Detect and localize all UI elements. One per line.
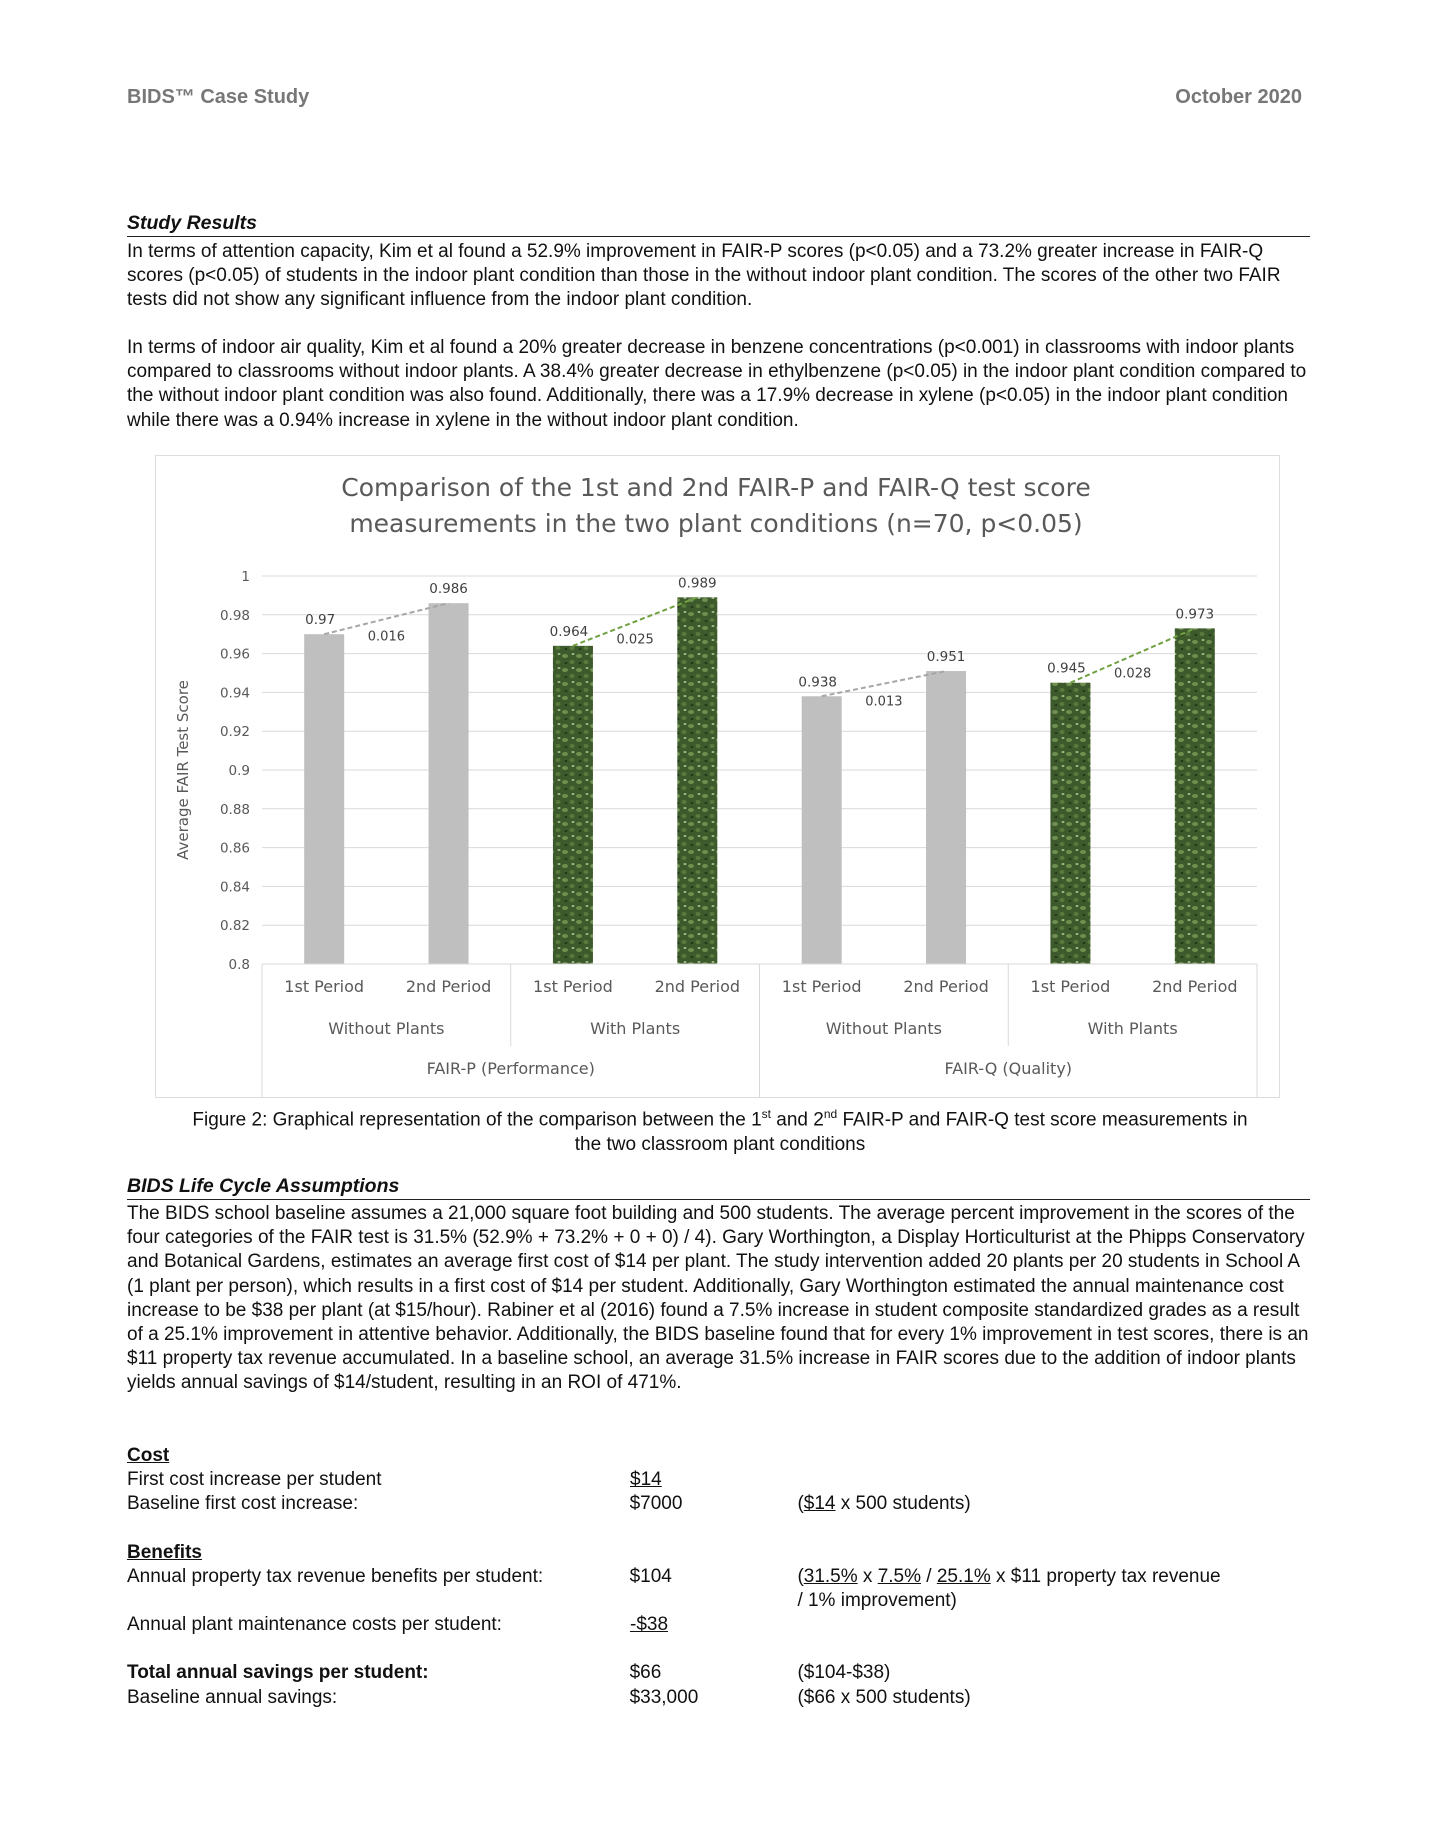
row-value: $66 (629, 1662, 662, 1684)
table-row (127, 1661, 1317, 1685)
supergroup-label: FAIR-Q (Quality) (944, 1059, 1073, 1078)
bar (1175, 628, 1215, 964)
caption-text: Figure 2: Graphical representation of the comparison between the 1 (192, 1109, 762, 1131)
row-note: ($104-$38) (797, 1662, 891, 1684)
caption-text: and 2 (771, 1109, 824, 1131)
x-tick-label: 1st Period (533, 977, 613, 996)
bar (1050, 683, 1090, 964)
difference-label: 0.016 (367, 629, 405, 645)
x-tick-label: 2nd Period (405, 977, 492, 996)
data-label: 0.973 (1175, 606, 1215, 623)
row-value: -$38 (630, 1614, 669, 1636)
row-label: Baseline first cost increase: (127, 1493, 359, 1515)
y-tick-label: 0.88 (219, 801, 250, 818)
row-label: Annual property tax revenue benefits per student: (127, 1565, 544, 1587)
row-label: Baseline annual savings: (127, 1686, 338, 1708)
caption-text: FAIR-P and FAIR-Q test score measurements in (837, 1109, 1248, 1131)
table-row (127, 1613, 1317, 1637)
data-label: 0.938 (798, 674, 838, 691)
lifecycle-paragraph: The BIDS school baseline assumes a 21,000 square foot building and 500 students. The average percent improvement in the scores of the four categories of the FAIR test is 31.5% (52.9% + 73.2% + 0 + 0) / 4). Gary Worthington, a Display Horticulturist at the Phipps Conservatory and Botanical Gardens, estimates an average first cost of $14 per plant. The study intervention added 20 plants per 20 students in School A (1 plant per person), which results in a first cost of $14 per student. Additionally, Gary Worthington estimated the annual maintenance cost increase to be $38 per plant (at $15/hour). Rabiner et al (2016) found a 7.5% increase in student composite standardized grades as a result of a 25.1% improvement in attentive behavior. Additionally, the BIDS baseline found that for every 1% improvement in test scores, there is an $11 property tax revenue accumulated. In a baseline school, an average 31.5% increase in FAIR scores due to the addition of indoor plants yields annual savings of $14/student, resulting in an ROI of 471%. (127, 1203, 1309, 1394)
table-row (127, 1468, 1317, 1492)
row-value: $104 (629, 1565, 672, 1587)
bar (304, 634, 344, 964)
x-tick-label: 2nd Period (654, 977, 741, 996)
study-results-paragraph-1: In terms of attention capacity, Kim et al found a 52.9% improvement in FAIR-P scores (p<0.05) and a 73.2% greater increase in FAIR-Q scores (p<0.05) of students in the indoor plant condition than those in the without indoor plant condition. The scores of the other two FAIR tests did not show any significant influence from the indoor plant condition. (127, 241, 1281, 311)
y-tick-label: 0.8 (228, 957, 250, 973)
chart-title: measurements in the two plant conditions (n=70, p<0.05) (349, 509, 1083, 538)
difference-label: 0.028 (1114, 666, 1152, 682)
lifecycle-heading: BIDS Life Cycle Assumptions (127, 1175, 1310, 1200)
data-label: 0.964 (549, 623, 589, 640)
y-tick-label: 0.82 (219, 918, 250, 935)
study-results-heading: Study Results (127, 212, 1310, 237)
cost-table (127, 1444, 1317, 1710)
row-label: Annual plant maintenance costs per student: (127, 1614, 502, 1636)
figure-caption (155, 1102, 1285, 1157)
row-note: (31.5% x 7.5% / 25.1% x $11 property tax revenue / 1% improvement) (797, 1565, 1221, 1612)
bar (926, 671, 966, 964)
x-tick-label: 1st Period (781, 977, 862, 996)
y-tick-label: 0.94 (219, 685, 250, 702)
difference-label: 0.013 (865, 694, 903, 710)
caption-sup: nd (823, 1107, 838, 1121)
caption-line-2: the two classroom plant conditions (574, 1134, 866, 1156)
difference-label: 0.025 (616, 632, 654, 648)
header-date: October 2020 (1175, 86, 1302, 108)
bar (802, 696, 842, 964)
group-label: With Plants (1087, 1019, 1178, 1038)
supergroup-label: FAIR-P (Performance) (426, 1059, 595, 1078)
x-tick-label: 2nd Period (903, 977, 989, 996)
bar-chart (155, 455, 1280, 1098)
cost-heading: Cost (127, 1445, 170, 1466)
group-label: With Plants (590, 1019, 681, 1038)
bar (553, 646, 593, 964)
y-tick-label: 0.84 (219, 879, 250, 896)
table-row (127, 1492, 1317, 1516)
table-row (127, 1565, 1317, 1613)
data-label: 0.989 (677, 575, 717, 592)
x-tick-label: 1st Period (284, 977, 365, 996)
data-label: 0.951 (926, 649, 966, 666)
caption-sup: st (761, 1107, 771, 1121)
header-title: BIDS™ Case Study (127, 86, 310, 108)
bar (677, 597, 717, 964)
x-tick-label: 2nd Period (1152, 977, 1238, 996)
data-label: 0.97 (305, 612, 336, 629)
y-tick-label: 1 (241, 569, 250, 585)
y-axis-label: Average FAIR Test Score (174, 680, 192, 860)
y-tick-label: 0.98 (219, 607, 250, 624)
group-label: Without Plants (328, 1019, 445, 1038)
table-row (127, 1686, 1317, 1710)
row-label: First cost increase per student (127, 1469, 382, 1491)
data-label: 0.986 (429, 581, 468, 598)
y-tick-label: 0.86 (219, 840, 250, 857)
study-results-paragraph-2: In terms of indoor air quality, Kim et al found a 20% greater decrease in benzene concentrations (p<0.001) in classrooms with indoor plants compared to classrooms without indoor plants. A 38.4% greater decrease in ethylbenzene (p<0.05) in the indoor plant condition compared to the without indoor plant condition was also found. Additionally, there was a 17.9% decrease in xylene (p<0.05) in the indoor plant condition while there was a 0.94% increase in xylene in the without indoor plant condition. (127, 337, 1307, 431)
row-note: ($14 x 500 students) (797, 1493, 971, 1515)
bar (429, 603, 469, 964)
x-tick-label: 1st Period (1030, 977, 1111, 996)
chart-title: Comparison of the 1st and 2nd FAIR-P and FAIR-Q test score (341, 473, 1091, 502)
group-label: Without Plants (825, 1019, 943, 1038)
y-tick-label: 0.9 (228, 763, 250, 779)
row-label: Total annual savings per student: (127, 1662, 429, 1684)
data-label: 0.945 (1047, 660, 1086, 677)
row-value: $7000 (629, 1493, 683, 1515)
row-value: $33,000 (629, 1686, 699, 1708)
row-note: ($66 x 500 students) (797, 1686, 971, 1708)
y-tick-label: 0.96 (219, 646, 250, 663)
row-value: $14 (630, 1469, 662, 1491)
y-tick-label: 0.92 (219, 724, 250, 741)
benefits-heading: Benefits (127, 1541, 202, 1563)
